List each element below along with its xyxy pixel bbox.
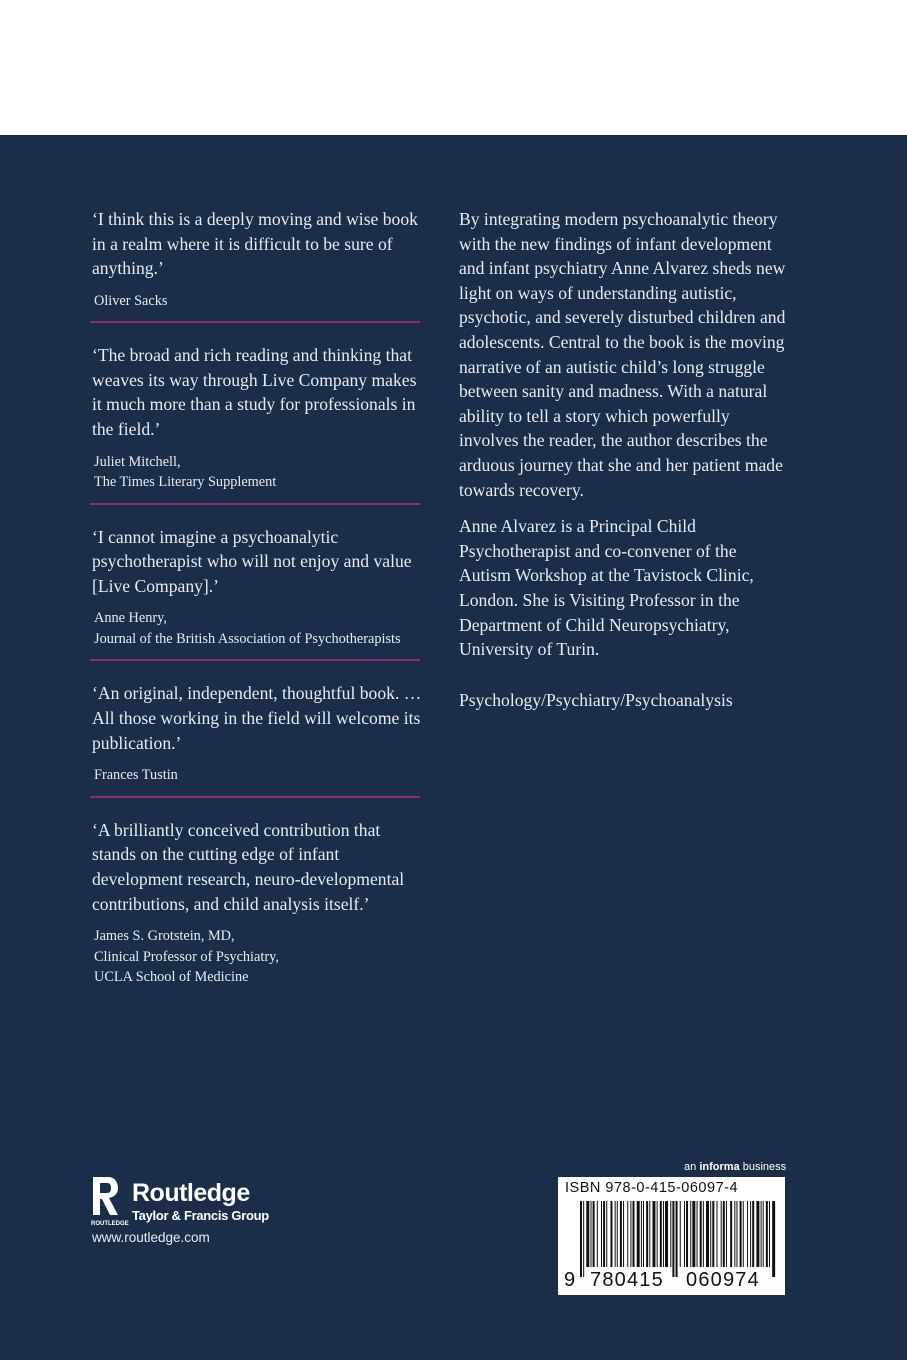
barcode-bar [703, 1201, 704, 1267]
attribution-line: UCLA School of Medicine [94, 969, 249, 986]
attribution-line: Anne Henry, [94, 610, 167, 627]
barcode-bar [583, 1201, 584, 1277]
barcode-bar [641, 1201, 642, 1267]
review-quote: ‘A brilliantly conceived contribution that stands on the cutting edge of infant development research, neuro-developmental contributions, and child analysis itself.’ [92, 819, 405, 914]
barcode-bar [617, 1201, 618, 1267]
barcode-bar [601, 1201, 602, 1267]
barcode-bar [750, 1201, 751, 1267]
barcode-bar [606, 1201, 607, 1267]
barcode-bar [747, 1201, 748, 1267]
attribution-line: The Times Literary Supplement [94, 474, 277, 491]
barcode-bar [692, 1201, 695, 1267]
review-5 [92, 818, 422, 988]
publisher-name: Routledge [132, 1179, 250, 1207]
review-attribution [94, 608, 422, 649]
review-3 [92, 525, 422, 650]
attribution-line: Clinical Professor of Psychiatry, [94, 948, 279, 965]
review-attribution [94, 452, 422, 493]
barcode-bar [610, 1201, 612, 1267]
barcode-bar [710, 1201, 711, 1267]
barcode-bar [690, 1201, 691, 1267]
isbn-barcode [558, 1177, 785, 1295]
divider-rule [90, 503, 420, 505]
barcode-bar [593, 1201, 595, 1267]
barcode-bar [672, 1201, 674, 1277]
attribution-line: Frances Tustin [94, 767, 178, 784]
barcode-bar [597, 1201, 598, 1267]
barcode-bar [633, 1201, 635, 1267]
description-column [459, 207, 789, 712]
divider-rule [90, 321, 420, 323]
barcode-bar [586, 1201, 589, 1267]
barcode-bar [763, 1201, 764, 1267]
isbn-right-group: 060974 [686, 1269, 760, 1291]
barcode-bar [752, 1201, 754, 1267]
review-4 [92, 681, 422, 785]
barcode-bar [603, 1201, 605, 1267]
barcode-bar [769, 1201, 770, 1267]
barcode-bar [736, 1201, 737, 1267]
barcode-bar [684, 1201, 685, 1267]
isbn-left-group: 780415 [590, 1269, 664, 1291]
review-quote: ‘I think this is a deeply moving and wise book in a realm where it is difficult to be sure of anything.’ [92, 209, 418, 279]
publisher-url: www.routledge.com [92, 1230, 210, 1245]
attribution-line: Journal of the British Association of Psychotherapists [94, 630, 401, 647]
barcode-bar [686, 1201, 688, 1267]
svg-text:ROUTLEDGE: ROUTLEDGE [91, 1221, 129, 1227]
publisher-logo [90, 1175, 290, 1235]
barcode-bar [706, 1201, 709, 1267]
barcode-bar [615, 1201, 616, 1267]
informa-tagline [684, 1161, 786, 1173]
barcode-bar [717, 1201, 718, 1267]
reviews-column [92, 207, 422, 988]
barcode-bar [697, 1201, 698, 1267]
barcode-bar [740, 1201, 742, 1267]
divider-rule [90, 796, 420, 798]
review-attribution [94, 926, 422, 988]
informa-brand: informa [699, 1161, 740, 1173]
informa-prefix: an [684, 1161, 697, 1173]
barcode-bar [756, 1201, 759, 1267]
author-bio: Anne Alvarez is a Principal Child Psychotherapist and co-convener of the Autism Workshop at the Tavistock Clinic, London. She is Visiting Professor in the Department of Child Neuropsychiatry, University of Turin. [459, 516, 754, 660]
back-cover [0, 135, 907, 1360]
subject-category: Psychology/Psychiatry/Psychoanalysis [459, 689, 733, 710]
barcode-bar [761, 1201, 762, 1267]
barcode-bar [627, 1201, 628, 1267]
barcode-bar [637, 1201, 640, 1267]
divider-rule [90, 659, 420, 661]
barcode-bar [620, 1201, 622, 1267]
review-attribution [94, 765, 422, 786]
barcode-bar [726, 1201, 727, 1267]
barcode-bar [676, 1201, 678, 1277]
barcode-bar [646, 1201, 648, 1267]
attribution-line: Oliver Sacks [94, 292, 168, 309]
logo-wordmark [132, 1178, 269, 1224]
attribution-line: Juliet Mitchell, [94, 453, 181, 470]
barcode-bar [649, 1201, 650, 1267]
barcode-bar [652, 1201, 655, 1267]
review-attribution [94, 291, 422, 312]
book-description: By integrating modern psychoanalytic theory with the new findings of infant development and infant psychiatry Anne Alvarez sheds new light on ways of understanding autistic, psychotic, and severely disturbed children and adolescents. Central to the book is the moving narrative of an autistic child’s long struggle between sanity and madness. With a natural ability to tell a story which powerfully involves the reader, the author describes the arduous journey that she and her patient made towards recovery. [459, 209, 786, 500]
review-quote: ‘I cannot imagine a psychoanalytic psychotherapist who will not enjoy and value [Live Company].’ [92, 526, 412, 596]
barcode-bar [657, 1201, 658, 1267]
review-quote: ‘An original, independent, thoughtful book. … All those working in the field will welcome its publication.’ [92, 683, 422, 753]
barcode-bar [680, 1201, 681, 1267]
barcode-bar [772, 1201, 775, 1277]
publisher-group: Taylor & Francis Group [132, 1208, 269, 1223]
barcode-bar [723, 1201, 725, 1267]
barcode-bar [660, 1201, 662, 1267]
barcode-bar [663, 1201, 664, 1267]
barcode-bar [665, 1201, 668, 1267]
review-quote: ‘The broad and rich reading and thinking that weaves its way through Live Company makes it much more than a study for professionals in the field.’ [92, 345, 417, 440]
barcode-bar [623, 1201, 624, 1267]
isbn-label: ISBN 978-0-415-06097-4 [565, 1180, 739, 1196]
barcode-bar [700, 1201, 702, 1267]
routledge-r-icon [90, 1175, 129, 1227]
review-2 [92, 343, 422, 492]
barcode-bar [712, 1201, 714, 1267]
barcode-bar [591, 1201, 592, 1267]
barcode-bar [580, 1201, 582, 1277]
isbn-first-digit: 9 [564, 1269, 577, 1291]
attribution-line: James S. Grotstein, MD, [94, 928, 235, 945]
barcode-bar [730, 1201, 732, 1267]
barcode-bar [721, 1201, 722, 1267]
barcode-bar [643, 1201, 644, 1267]
review-1 [92, 207, 422, 311]
barcode-bar [670, 1201, 671, 1267]
barcode-bar [734, 1201, 735, 1267]
informa-suffix: business [742, 1161, 787, 1173]
barcode-bar [630, 1201, 631, 1267]
barcode-bar [743, 1201, 744, 1267]
barcode-bar [766, 1201, 768, 1267]
